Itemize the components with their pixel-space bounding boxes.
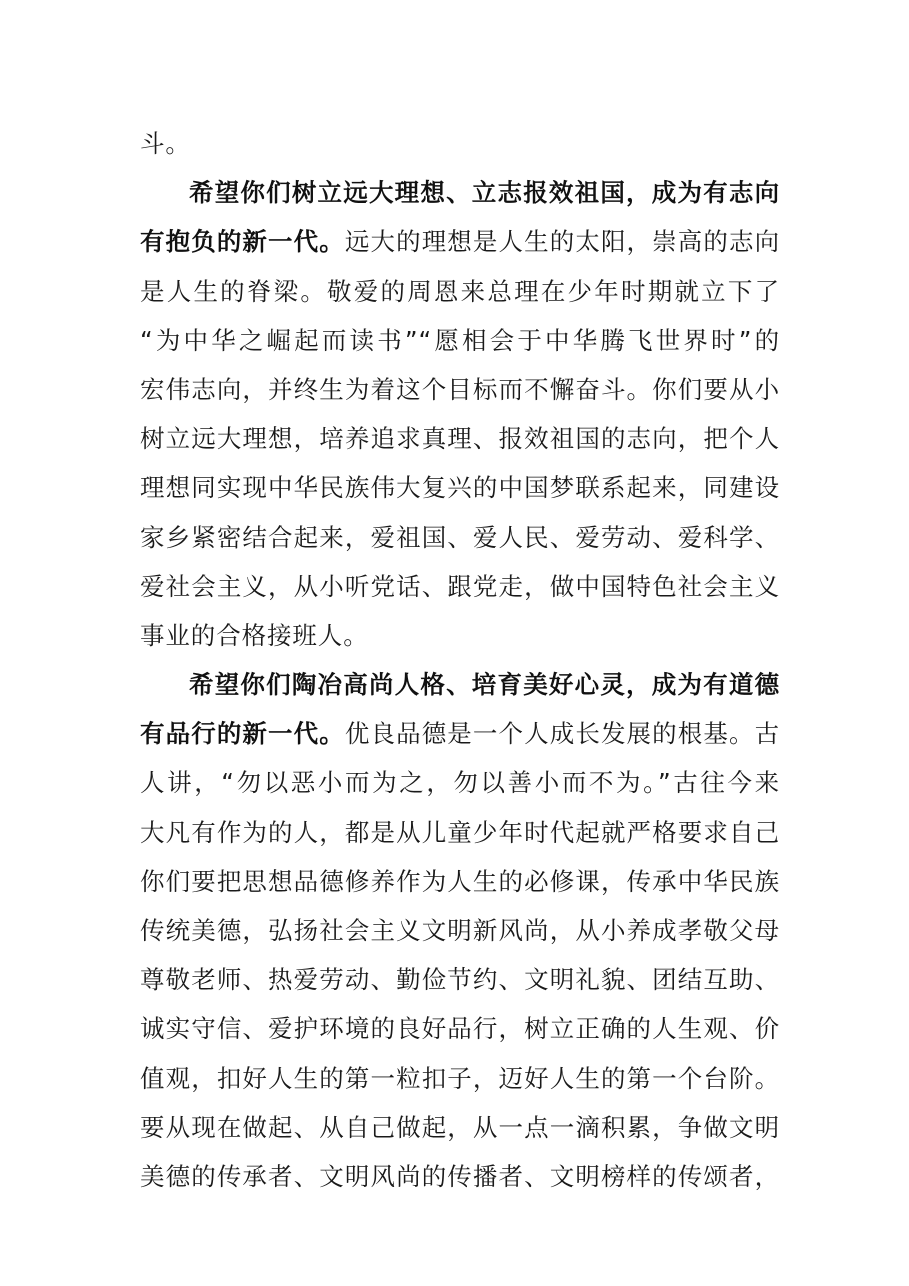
paragraph-heading-line: 希望你们陶冶高尚人格、培育美好心灵，成为有道德: [189, 670, 780, 700]
paragraph-line: 爱社会主义，从小听党话、跟党走，做中国特色社会主义: [140, 571, 780, 601]
paragraph-line: 是人生的脊梁。敬爱的周恩来总理在少年时期就立下了: [140, 276, 780, 306]
paragraph-ideals: [140, 168, 780, 660]
paragraph-line: 事业的合格接班人。: [140, 620, 369, 650]
paragraph-line: 诚实守信、爱护环境的良好品行，树立正确的人生观、价: [140, 1014, 780, 1044]
paragraph-line: 尊敬老师、热爱劳动、勤俭节约、文明礼貌、团结互助、: [140, 965, 780, 995]
paragraph-line: 要从现在做起、从自己做起，从一点一滴积累，争做文明: [140, 1112, 780, 1142]
paragraph-line: 宏伟志向，并终生为着这个目标而不懈奋斗。你们要从小: [140, 374, 780, 404]
paragraph-line: [140, 709, 780, 758]
paragraph-text: 远大的理想是人生的太阳，崇高的志向: [344, 227, 780, 257]
paragraph-heading-tail: 有抱负的新一代。: [140, 227, 345, 257]
paragraph-line: 传统美德，弘扬社会主义文明新风尚，从小养成孝敬父母: [140, 916, 780, 945]
paragraph-line: “为中华之崛起而读书”“愿相会于中华腾飞世界时”的: [140, 325, 780, 355]
carryover-line: 斗。: [140, 129, 191, 158]
paragraph-line: 人讲，“勿以恶小而为之，勿以善小而不为。”古往今来: [140, 768, 780, 798]
paragraph-line: 理想同实现中华民族伟大复兴的中国梦联系起来，同建设: [140, 473, 780, 503]
paragraph-line: 家乡紧密结合起来，爱祖国、爱人民、爱劳动、爱科学、: [140, 522, 780, 552]
paragraph-line: 你们要把思想品德修养作为人生的必修课，传承中华民族: [140, 866, 780, 896]
paragraph-line: 树立远大理想，培养追求真理、报效祖国的志向，把个人: [140, 424, 780, 454]
paragraph-line: 值观，扣好人生的第一粒扣子，迈好人生的第一个台阶。: [140, 1063, 780, 1093]
paragraph-heading-line: 希望你们树立远大理想、立志报效祖国，成为有志向: [189, 178, 780, 208]
paragraph-line: 美德的传承者、文明风尚的传播者、文明榜样的传颂者，: [140, 1161, 780, 1191]
document-body: [140, 119, 780, 1201]
paragraph-text: 优良品德是一个人成长发展的根基。古: [344, 719, 780, 749]
paragraph-character: [140, 660, 780, 1201]
paragraph-line: 大凡有作为的人，都是从儿童少年时代起就严格要求自己: [140, 817, 780, 847]
paragraph-line: [140, 217, 780, 266]
paragraph-heading-tail: 有品行的新一代。: [140, 719, 345, 749]
